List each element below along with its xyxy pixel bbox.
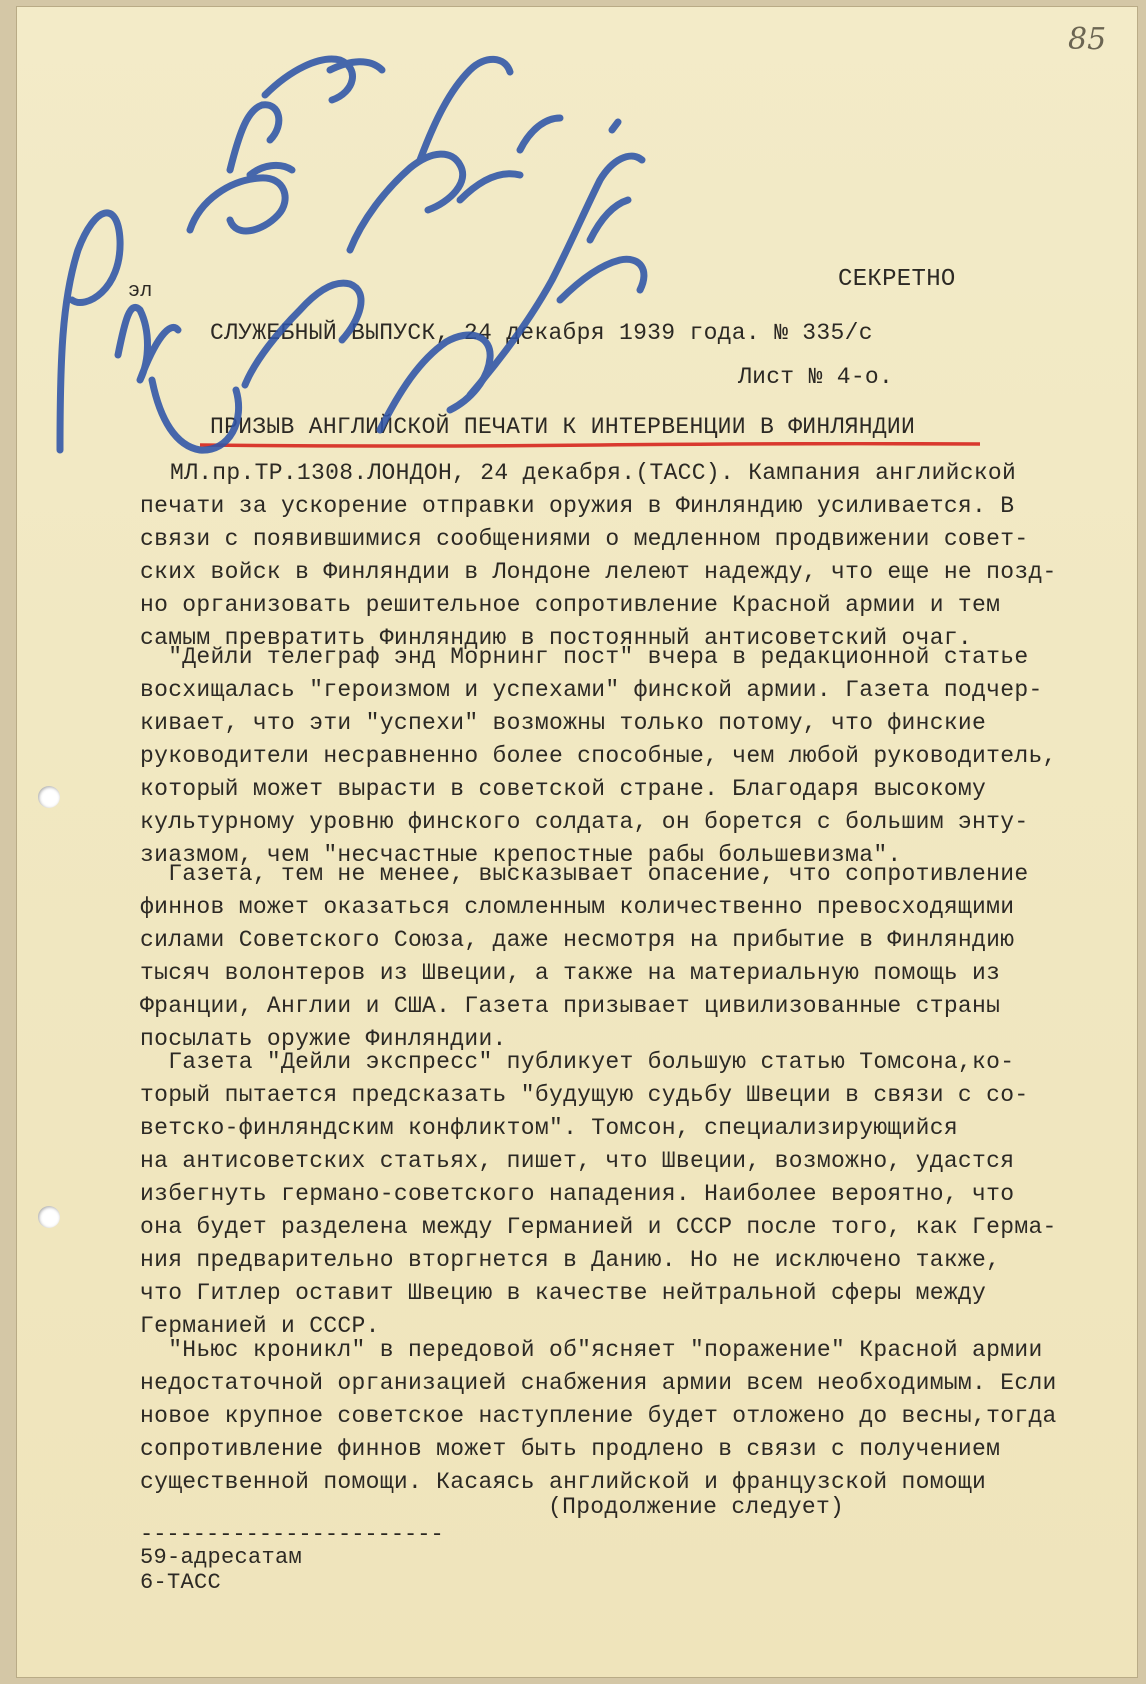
body-line: который может вырасти в советской стране. Благодаря высокому	[140, 776, 987, 802]
body-line: самым превратить Финляндию в постоянный антисоветский очаг.	[140, 625, 973, 651]
issue-line: СЛУЖЕБНЫЙ ВЫПУСК, 24 декабря 1939 года. № 335/с	[210, 320, 873, 346]
punch-hole	[38, 786, 60, 808]
body-line: сопротивление финнов может быть продлено в связи с получением	[140, 1436, 1001, 1462]
body-line: культурному уровню финского солдата, он борется с большим энту-	[140, 809, 1029, 835]
body-line: что Гитлер оставит Швецию в качестве нейтральной сферы между	[140, 1280, 987, 1306]
body-line: финнов может оказаться сломленным количественно превосходящими	[140, 894, 1015, 920]
red-pencil-underline	[200, 442, 980, 448]
body-line: "Ньюс кроникл" в передовой об"ясняет "поражение" Красной армии	[140, 1337, 1043, 1363]
body-line: восхищалась "героизмом и успехами" финской армии. Газета подчер-	[140, 677, 1043, 703]
page-number: 85	[1068, 22, 1107, 57]
body-line: кивает, что эти "успехи" возможны только потому, что финские	[140, 710, 987, 736]
body-line: но организовать решительное сопротивление Красной армии и тем	[140, 592, 1001, 618]
body-line: Германией и СССР.	[140, 1313, 380, 1339]
body-line: печати за ускорение отправки оружия в Финляндию усиливается. В	[140, 493, 1015, 519]
body-line: руководители несравненно более способные, чем любой руководитель,	[140, 743, 1057, 769]
body-line: новое крупное советское наступление будет отложено до весны,тогда	[140, 1403, 1057, 1429]
body-line: торый пытается предсказать "будущую судьбу Швеции в связи с со-	[140, 1082, 1029, 1108]
body-line: Франции, Англии и США. Газета призывает цивилизованные страны	[140, 993, 1001, 1019]
body-line: ветско-финляндским конфликтом". Томсон, специализирующийся	[140, 1115, 958, 1141]
body-line: посылать оружие Финляндии.	[140, 1026, 507, 1052]
sheet-number: Лист № 4-о.	[738, 364, 894, 390]
distribution-line-2: 6-ТАСС	[140, 1570, 222, 1595]
body-line: зиазмом, чем "несчастные крепостные рабы большевизма".	[140, 842, 902, 868]
classification-stamp: СЕКРЕТНО	[838, 266, 956, 293]
body-line: связи с появившимися сообщениями о медленном продвижении совет-	[140, 526, 1029, 552]
body-line: ния предварительно вторгнется в Данию. Но не исключено также,	[140, 1247, 1001, 1273]
body-line: силами Советского Союза, даже несмотря на прибытие в Финляндию	[140, 927, 1015, 953]
continuation-note: (Продолжение следует)	[548, 1494, 845, 1520]
headline: ПРИЗЫВ АНГЛИЙСКОЙ ПЕЧАТИ К ИНТЕРВЕНЦИИ В ФИНЛЯНДИИ	[210, 414, 916, 440]
body-line: тысяч волонтеров из Швеции, а также на материальную помощь из	[140, 960, 1001, 986]
body-line: она будет разделена между Германией и СССР после того, как Герма-	[140, 1214, 1057, 1240]
document-prefix: эл	[128, 280, 153, 303]
body-line: существенной помощи. Касаясь английской и французской помощи	[140, 1469, 987, 1495]
distribution-separator: -----------------------	[140, 1522, 444, 1547]
distribution-line-1: 59-адресатам	[140, 1545, 303, 1570]
body-line: Газета, тем не менее, высказывает опасение, что сопротивление	[140, 861, 1029, 887]
body-line: недостаточной организацией снабжения армии всем необходимым. Если	[140, 1370, 1057, 1396]
punch-hole	[38, 1206, 60, 1228]
body-line: Газета "Дейли экспресс" публикует большую статью Томсона,ко-	[140, 1049, 1015, 1075]
body-line: МЛ.пр.ТР.1308.ЛОНДОН, 24 декабря.(ТАСС). Кампания английской	[170, 460, 1017, 486]
body-line: ских войск в Финляндии в Лондоне лелеют надежду, что еще не позд-	[140, 559, 1057, 585]
body-line: на антисоветских статьях, пишет, что Швеции, возможно, удастся	[140, 1148, 1015, 1174]
body-line: избегнуть германо-советского нападения. Наиболее вероятно, что	[140, 1181, 1015, 1207]
body-line: "Дейли телеграф энд Морнинг пост" вчера в редакционной статье	[140, 644, 1029, 670]
